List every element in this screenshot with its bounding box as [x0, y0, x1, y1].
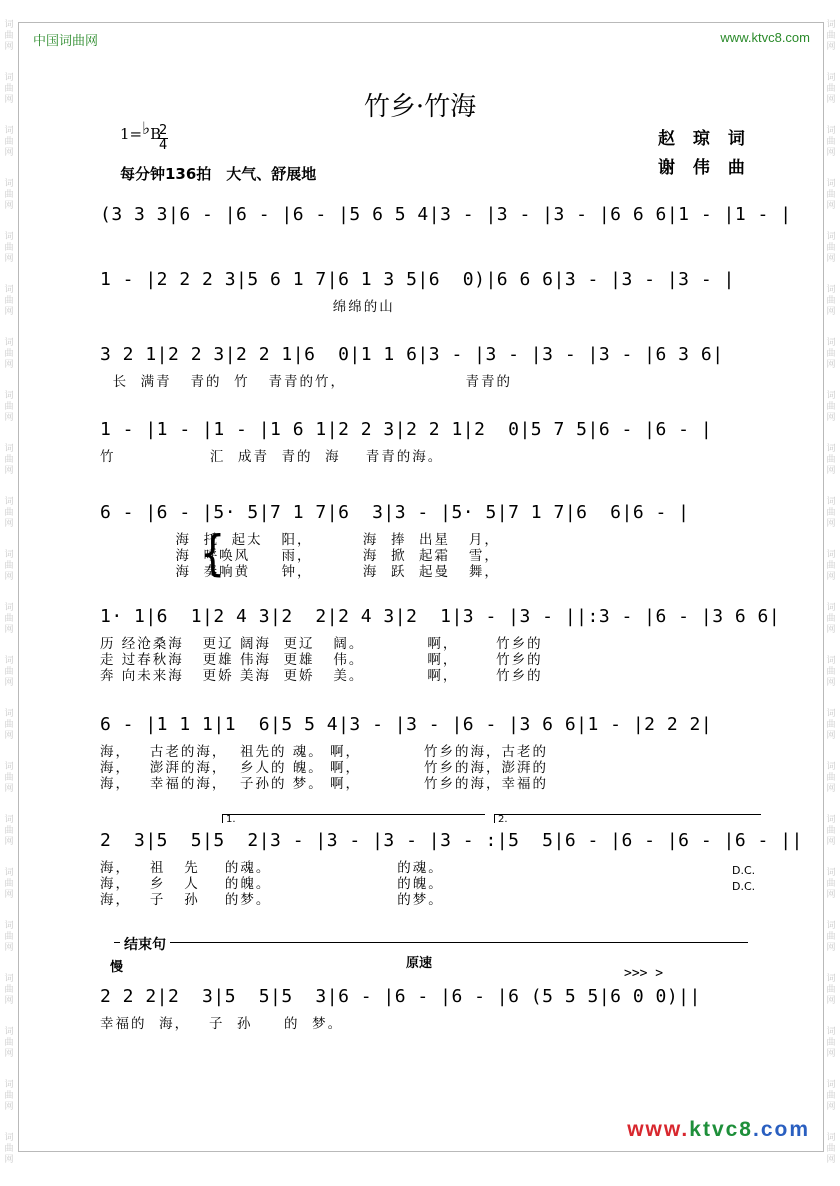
- composer-credit: 谢 伟 曲: [658, 158, 751, 178]
- volta-bracket-1: [222, 814, 485, 823]
- footer-watermark: www.ktvc8.com: [627, 1118, 810, 1141]
- key-signature: 1=♭B: [120, 119, 162, 143]
- dc-marking: D.C.: [732, 864, 756, 877]
- original-tempo-marking: 原速: [406, 956, 433, 971]
- notation-row: 6 - |6 - |5· 5|7 1 7|6 3|3 - |5· 5|7 1 7|6 6|6 - |: [100, 502, 690, 523]
- volta-bracket-2: [494, 814, 761, 823]
- score-line-9: [100, 982, 760, 1032]
- slow-marking: 慢: [110, 960, 124, 975]
- volta-label-1: 1.: [226, 814, 236, 825]
- score-line-1: [100, 200, 792, 230]
- notation-row: 6 - |1 1 1|1 6|5 5 4|3 - |3 - |6 - |3 6 6|1 - |2 2 2|: [100, 714, 713, 735]
- lyric-row: 幸福的 海， 子 孙 的 梦。: [100, 1016, 344, 1032]
- lyric-row: 海 奏响黄 钟， 海 跃 起曼 舞，: [100, 564, 500, 580]
- lyric-row: 海， 乡 人 的魄。 的魄。: [100, 876, 444, 892]
- side-watermark-left: 词曲网 词曲网 词曲网 词曲网 词曲网 词曲网 词曲网 词曲网 词曲网 词曲网 词曲网 词曲网 词曲网 词曲网 词曲网 词曲网 词曲网 词曲网 词曲网 词曲网 词曲网 词曲网: [4, 20, 14, 1165]
- notation-row: 3 2 1|2 2 3|2 2 1|6 0|1 1 6|3 - |3 - |3 - |3 - |6 3 6|: [100, 344, 724, 365]
- lyric-row: 长 满青 青的 竹 青青的竹， 青青的: [100, 374, 513, 390]
- coda-label: 结束句: [120, 934, 170, 954]
- lyric-row: 海， 祖 先 的魂。 的魂。: [100, 860, 444, 876]
- notation-row: 1 - |1 - |1 - |1 6 1|2 2 3|2 2 1|2 0|5 7 5|6 - |6 - |: [100, 419, 713, 440]
- notation-row: 2 2 2|2 3|5 5|5 3|6 - |6 - |6 - |6 (5 5 5|6 0 0)||: [100, 986, 701, 1007]
- score-line-5: [100, 498, 760, 580]
- lyricist-credit: 赵 琼 词: [658, 129, 751, 149]
- lyric-row: 海， 古老的海， 祖先的 魂。 啊， 竹乡的海，古老的: [100, 744, 548, 760]
- lyric-row: 走 过春秋海 更雄 伟海 更雄 伟。 啊， 竹乡的: [100, 652, 543, 668]
- score-line-8: [100, 814, 803, 908]
- site-url-right[interactable]: www.ktvc8.com: [720, 30, 810, 45]
- lyric-row: 海， 澎湃的海， 乡人的 魄。 啊， 竹乡的海，澎湃的: [100, 760, 548, 776]
- side-watermark-right: 词曲网 词曲网 词曲网 词曲网 词曲网 词曲网 词曲网 词曲网 词曲网 词曲网 词曲网 词曲网 词曲网 词曲网 词曲网 词曲网 词曲网 词曲网 词曲网 词曲网 词曲网 词曲网: [826, 20, 836, 1165]
- time-signature: 2 4: [159, 123, 168, 153]
- score-line-7: [100, 710, 760, 792]
- tempo-marking: 每分钟136拍 大气、舒展地: [120, 165, 317, 183]
- lyric-row: 海， 子 孙 的梦。 的梦。: [100, 892, 444, 908]
- flat-icon: ♭: [142, 119, 151, 139]
- score-line-6: [100, 602, 781, 684]
- coda-rule: [114, 942, 748, 943]
- notation-row: 1 - |2 2 2 3|5 6 1 7|6 1 3 5|6 0)|6 6 6|3 - |3 - |3 - |: [100, 269, 735, 290]
- accent-marks: >>> >: [624, 966, 664, 981]
- lyric-row: 海 托 起太 阳， 海 捧 出星 月，: [100, 532, 500, 548]
- score-line-2: [100, 265, 760, 315]
- lyric-row: 海 呼唤风 雨， 海 掀 起霜 雪，: [100, 548, 500, 564]
- notation-row: 1· 1|6 1|2 4 3|2 2|2 4 3|2 1|3 - |3 - ||:3 - |6 - |3 6 6|: [100, 606, 781, 627]
- verse-brace-icon: {: [200, 526, 226, 582]
- site-name-left[interactable]: 中国词曲网: [33, 34, 99, 49]
- dc-marking: D.C.: [732, 880, 756, 893]
- lyric-row: 竹 汇 成青 青的 海 青青的海。: [100, 449, 444, 465]
- lyric-row: 绵绵的山: [100, 299, 395, 315]
- notation-row: (3 3 3|6 - |6 - |6 - |5 6 5 4|3 - |3 - |3 - |6 6 6|1 - |1 - |: [100, 204, 792, 225]
- song-title: 竹乡·竹海: [363, 92, 477, 122]
- lyric-row: 历 经沧桑海 更辽 阔海 更辽 阔。 啊， 竹乡的: [100, 636, 543, 652]
- score-line-3: [100, 340, 760, 390]
- score-line-4: [100, 415, 760, 465]
- lyric-row: 海， 幸福的海， 子孙的 梦。 啊， 竹乡的海，幸福的: [100, 776, 548, 792]
- volta-label-2: 2.: [498, 814, 508, 825]
- notation-row: 2 3|5 5|5 2|3 - |3 - |3 - |3 - :|5 5|6 - |6 - |6 - |6 - ||: [100, 830, 803, 851]
- lyric-row: 奔 向未来海 更娇 美海 更娇 美。 啊， 竹乡的: [100, 668, 543, 684]
